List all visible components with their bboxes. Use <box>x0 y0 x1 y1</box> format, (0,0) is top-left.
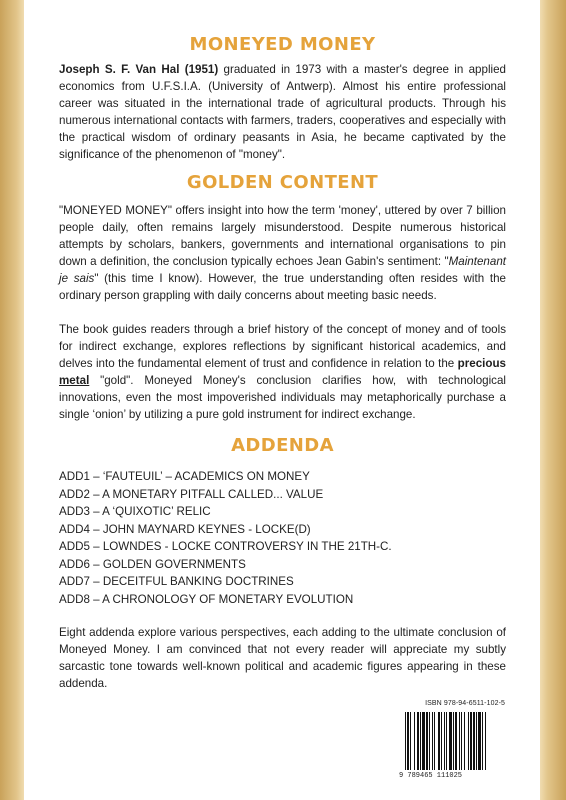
content-p2-bold: precious <box>457 357 506 370</box>
heading-golden-content: GOLDEN CONTENT <box>186 172 379 193</box>
barcode-bar <box>470 712 472 770</box>
barcode-bar <box>455 712 457 770</box>
barcode-bar <box>441 712 442 770</box>
content-p1-italic: Maintenant je sais <box>59 255 506 285</box>
addenda-item: ADD3 – A ‘QUIXOTIC’ RELIC <box>59 505 211 518</box>
barcode-bar <box>429 712 430 770</box>
barcode-bar <box>410 712 411 770</box>
addenda-item: ADD7 – DECEITFUL BANKING DOCTRINES <box>59 575 294 588</box>
barcode-digits: 9 789465 111025 <box>399 772 463 780</box>
barcode-bar <box>432 712 433 770</box>
addenda-item: ADD2 – A MONETARY PITFALL CALLED... VALUE <box>59 487 324 501</box>
barcode-bar <box>453 712 454 770</box>
barcode-bar <box>405 712 406 770</box>
barcode-bar <box>407 712 409 770</box>
content-p1-text-end: " (this time I know). However, the true understanding often resides with the ordinary person grappling with daily concerns about meeting basic needs. <box>59 272 506 302</box>
isbn-barcode <box>399 700 507 786</box>
barcode-bar <box>444 712 445 770</box>
barcode-bar <box>438 712 440 770</box>
barcode-bar <box>434 712 435 770</box>
barcode-bar <box>422 712 425 770</box>
barcode-bar <box>478 712 481 770</box>
barcode-bar <box>482 712 483 770</box>
author-bio <box>59 61 506 163</box>
barcode-bar <box>459 712 460 770</box>
content-p2-text-end: "gold". Moneyed Money's conclusion clarifies how, with technological innovations, even the most impoverished individuals may metaphorically purchase a single ‘onion’ by utilizing a pure gold instrument for indirect exchange. <box>59 374 506 421</box>
addenda-item: ADD5 – LOWNDES - LOCKE CONTROVERSY IN THE 21TH-C. <box>59 540 392 553</box>
cover-edge-right <box>540 0 566 800</box>
addenda-item: ADD6 – GOLDEN GOVERNMENTS <box>59 557 246 571</box>
addenda-item: ADD8 – A CHRONOLOGY OF MONETARY EVOLUTION <box>59 592 354 606</box>
heading-moneyed-money: MONEYED MONEY <box>189 34 376 55</box>
barcode-bar <box>464 712 465 770</box>
barcode-bar <box>485 712 486 770</box>
content-p2-text: The book guides readers through a brief history of the concept of money and of tools for indirect exchange, explores reflections by significant historical academics, and delves into the fundamental element of trust and confidence in relation to the <box>59 323 506 370</box>
addenda-item: ADD4 – JOHN MAYNARD KEYNES - LOCKE(D) <box>59 522 311 536</box>
back-cover-text <box>59 30 506 692</box>
author-name: Joseph S. F. Van Hal (1951) <box>59 63 219 76</box>
barcode-bar <box>426 712 428 770</box>
barcode-bar <box>417 712 419 770</box>
barcode-bar <box>446 712 447 770</box>
barcode-bar <box>476 712 477 770</box>
barcode-bar <box>449 712 452 770</box>
cover-edge-left <box>0 0 24 800</box>
barcode-bar <box>473 712 475 770</box>
content-paragraph-1 <box>59 202 506 304</box>
barcode-bar <box>468 712 469 770</box>
barcode-bar <box>461 712 462 770</box>
addenda-list <box>59 468 506 608</box>
barcode-bars <box>403 712 503 772</box>
content-paragraph-2 <box>59 321 506 423</box>
addenda-closing: Eight addenda explore various perspectives, each adding to the ultimate conclusion of Moneyed Money. I am convinced that not every reader will appreciate my subtly sarcastic tone towards well-known political and academic figures appearing in these addenda. <box>59 626 506 690</box>
isbn-label: ISBN 978-94-6511-102-5 <box>425 700 505 707</box>
content-p1-text: "MONEYED MONEY" offers insight into how the term 'money', uttered by over 7 billion people daily, often remains largely misunderstood. Despite numerous historical attempts by scholars, bankers, governments and international organisations to pin down a definition, the conclusion typically echoes Jean Gabin's sentiment: " <box>59 204 506 268</box>
content-p2-bold-underline: metal <box>59 374 90 387</box>
barcode-bar <box>420 712 421 770</box>
author-bio-text: graduated in 1973 with a master's degree in applied economics from U.F.S.I.A. (University of Antwerp). Almost his entire professional career was situated in the international trade of agricultural products. Through his numerous international contacts with farmers, traders, cooperatives and especially with the practical wisdom of ordinary peasants in Asia, he became captivated by the significance of the phenomenon of "money". <box>59 63 506 161</box>
addenda-item: ADD1 – ‘FAUTEUIL’ – ACADEMICS ON MONEY <box>59 470 310 483</box>
barcode-bar <box>414 712 415 770</box>
heading-addenda: ADDENDA <box>231 435 334 456</box>
